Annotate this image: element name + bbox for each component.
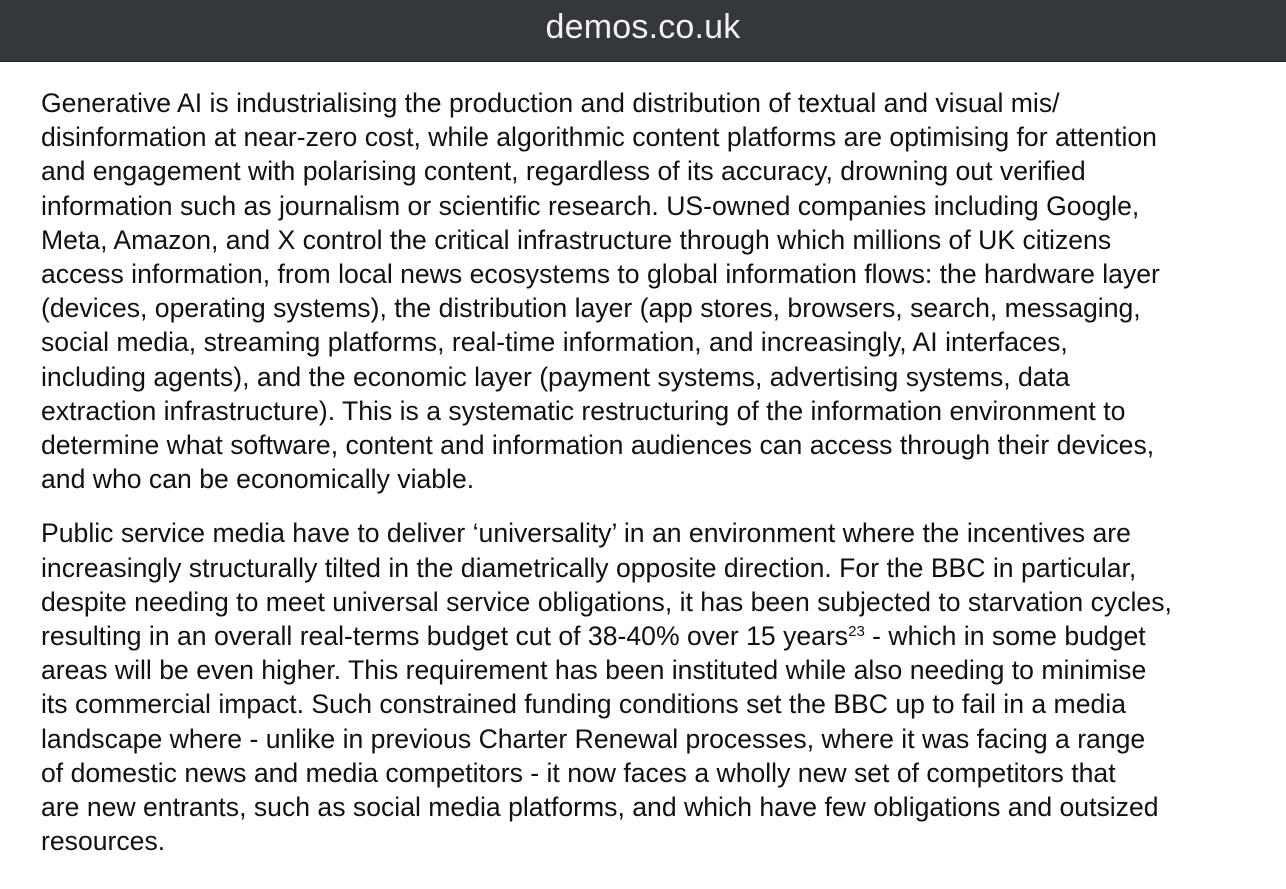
text-line: Meta, Amazon, and X control the critical infrastructure through which millions of UK citizens [41, 224, 1112, 255]
text-segment: resulting in an overall real-terms budget cut of 38-40% over 15 years [41, 621, 849, 652]
text-line: (devices, operating systems), the distribution layer (app stores, browsers, search, messaging, [41, 293, 1141, 324]
paragraph [41, 516, 1281, 858]
text-line: despite needing to meet universal service obligations, it has been subjected to starvation cycles, [41, 586, 1172, 617]
text-line: and who can be economically viable. [41, 464, 475, 495]
text-line: determine what software, content and information audiences can access through their devices, [41, 430, 1155, 461]
text-line: and engagement with polarising content, regardless of its accuracy, drowning out verified [41, 156, 1086, 187]
text-line: information such as journalism or scientific research. US-owned companies including Google, [41, 190, 1140, 221]
text-line: Generative AI is industrialising the production and distribution of textual and visual mis/ [41, 88, 1060, 118]
url-domain[interactable]: demos.co.uk [545, 8, 741, 46]
text-line-with-footnote [41, 619, 1281, 653]
footnote-reference[interactable]: 23 [848, 623, 865, 641]
text-line: landscape where - unlike in previous Charter Renewal processes, where it was facing a range [41, 723, 1146, 754]
text-line: social media, streaming platforms, real-time information, and increasingly, AI interfaces, [41, 327, 1068, 358]
text-line: extraction infrastructure). This is a systematic restructuring of the information environment to [41, 395, 1126, 426]
text-line: of domestic news and media competitors - it now faces a wholly new set of competitors that [41, 757, 1116, 788]
text-line: Public service media have to deliver ‘universality’ in an environment where the incentives are [41, 518, 1131, 549]
paragraph [41, 86, 1281, 496]
text-line: disinformation at near-zero cost, while algorithmic content platforms are optimising for attention [41, 122, 1157, 153]
text-line: access information, from local news ecosystems to global information flows: the hardware layer [41, 259, 1160, 290]
text-line: including agents), and the economic layer (payment systems, advertising systems, data [41, 361, 1070, 392]
text-line: areas will be even higher. This requirement has been instituted while also needing to minimise [41, 655, 1147, 686]
text-line: are new entrants, such as social media platforms, and which have few obligations and outsized [41, 792, 1159, 823]
text-segment: - which in some budget [864, 621, 1146, 652]
text-line: resources. [41, 826, 166, 857]
address-bar[interactable] [0, 0, 1286, 62]
text-line: its commercial impact. Such constrained funding conditions set the BBC up to fail in a media [41, 689, 1126, 720]
article-body [41, 86, 1281, 858]
text-line: increasingly structurally tilted in the diametrically opposite direction. For the BBC in particular, [41, 552, 1137, 583]
